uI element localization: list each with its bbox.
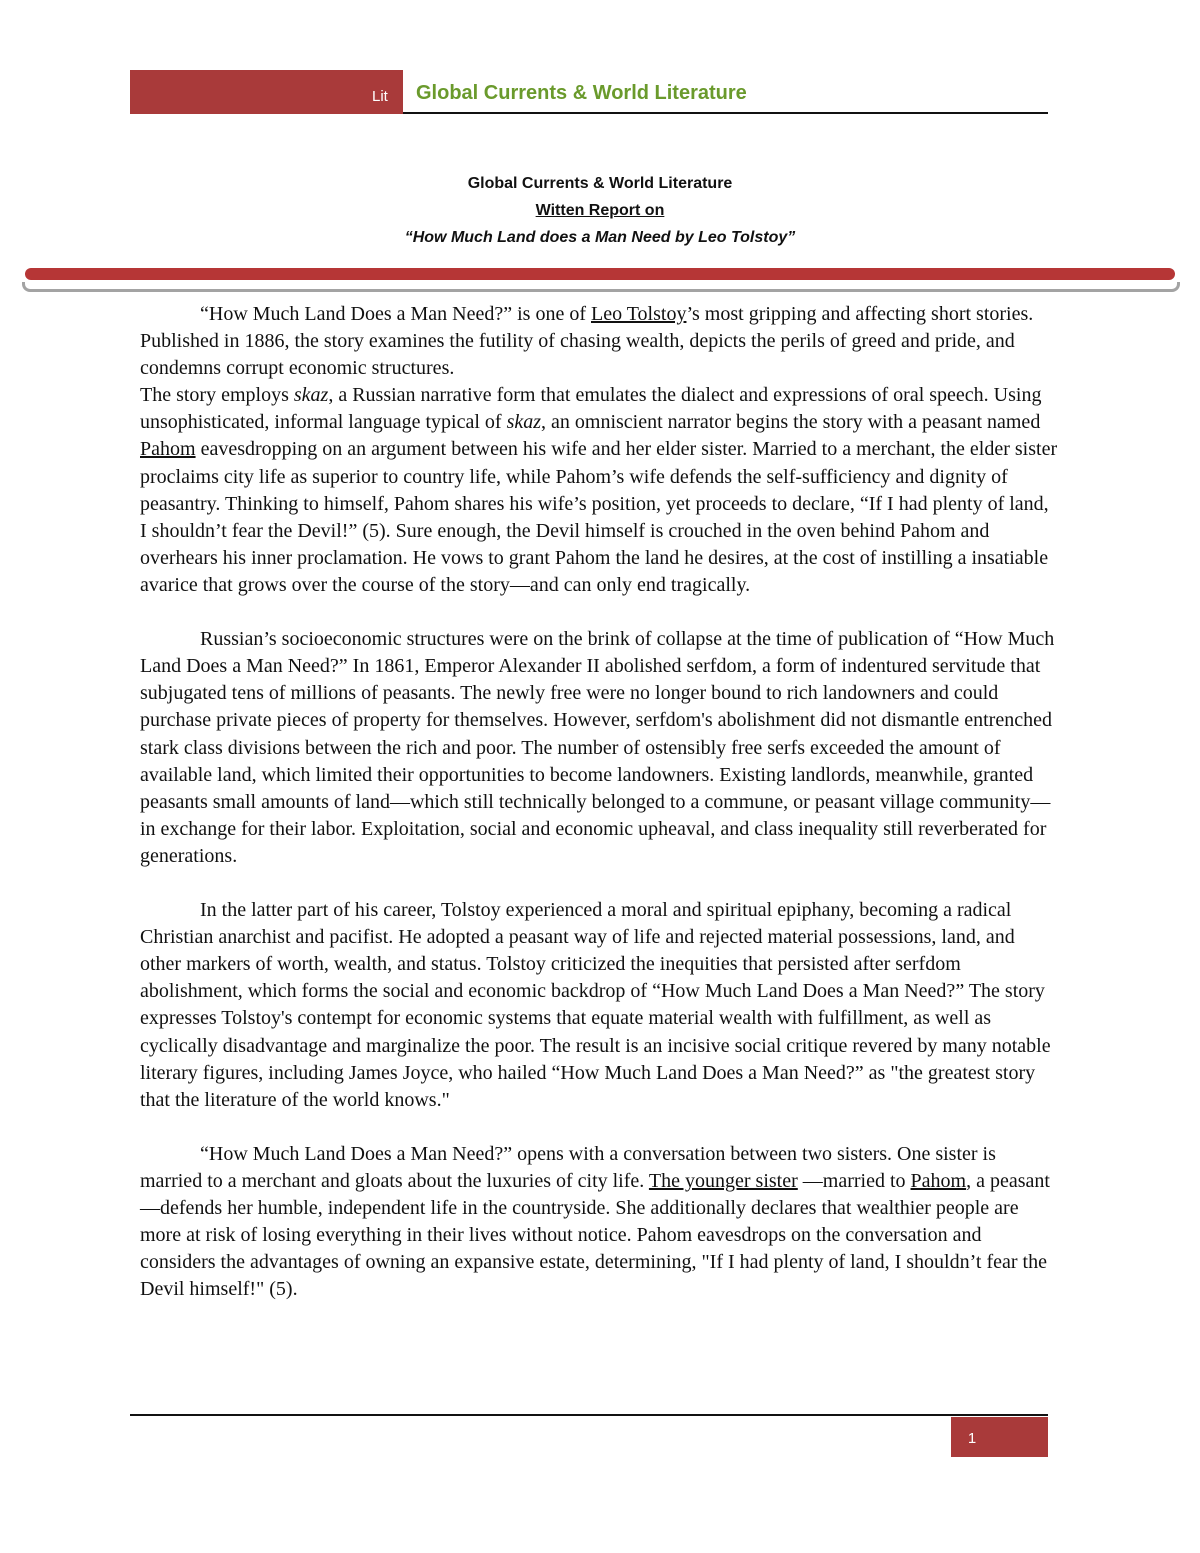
- title-divider-shadow: [22, 282, 1180, 292]
- paragraph-2-text: The story employs: [140, 384, 294, 407]
- paragraph-4: In the latter part of his career, Tolstoy experienced a moral and spiritual epiphany, becoming a radical Christian anarchist and pacifist. He adopted a peasant way of life and rejected material possessions, land, and other markers of worth, wealth, and status. Tolstoy criticized the inequities that persisted after serfdom abolishment, which forms the social and economic backdrop of “How Much Land Does a Man Need?” The story expresses Tolstoy's contempt for economic systems that equate material wealth with fulfillment, as well as cyclically disadvantage and marginalize the poor. The result is an incisive social critique revered by many notable literary figures, including James Joyce, who hailed “How Much Land Does a Man Need?” as "the greatest story that the literature of the world knows.": [140, 899, 1051, 1111]
- paragraph-5-text-c: , a peasant—defends her humble, independent life in the countryside. She additionally declares that wealthier people are more at risk of losing everything in their lives without notice. Pahom eavesdrops on the conversation and considers the advantages of owning an expansive estate, determining, "If I had plenty of land, I shouldn’t fear the Devil himself!" (5).: [140, 1170, 1050, 1301]
- paragraph-2-text-b: , a Russian narrative form that emulates the dialect and expressions of oral speech. Using unsophisticated, informal language typical of: [140, 384, 1042, 434]
- header-section-tag: Lit: [372, 88, 388, 105]
- header-band: [130, 70, 403, 114]
- link-pahom[interactable]: Pahom: [910, 1170, 967, 1192]
- header-rule: [403, 112, 1048, 114]
- header-course-title: Global Currents & World Literature: [416, 82, 747, 104]
- paragraph-2: [140, 382, 1060, 599]
- document-title: Global Currents & World Literature: [467, 175, 733, 192]
- link-pahom[interactable]: Pahom: [140, 438, 196, 461]
- paragraph-5-text-b: —married to: [797, 1170, 911, 1192]
- report-subject: “How Much Land does a Man Need by Leo Tolstoy”: [404, 229, 796, 246]
- paragraph-1: [140, 301, 1060, 382]
- report-label: Witten Report on: [535, 202, 665, 219]
- paragraph-1-text-cont: ’s most gripping and affecting short stories. Published in 1886, the story examines the futility of chasing wealth, depicts the perils of greed and pride, and condemns corrupt economic structures.: [140, 303, 1034, 380]
- page-number: 1: [967, 1430, 977, 1447]
- paragraph-2-text-c: , an omniscient narrator begins the story with a peasant named: [541, 411, 1041, 434]
- term-skaz: skaz: [293, 384, 329, 407]
- paragraph-2-text-d: eavesdropping on an argument between his wife and her elder sister. Married to a merchant, the elder sister proclaims city life as superior to country life, while Pahom’s wife defends the self-sufficiency and dignity of peasantry. Thinking to himself, Pahom shares his wife’s position, yet proceeds to declare, “If I had plenty of land, I shouldn’t fear the Devil!” (5). Sure enough, the Devil himself is crouched in the oven behind Pahom and overhears his inner proclamation. He vows to grant Pahom the land he desires, at the cost of instilling a insatiable avarice that grows over the course of the story—and can only end tragically.: [140, 438, 1058, 596]
- report-body: [140, 301, 1060, 1303]
- paragraph-5: [140, 1141, 1060, 1304]
- paragraph-5-text: “How Much Land Does a Man Need?” opens with a conversation between two sisters. One sister is married to a merchant and gloats about the luxuries of city life.: [140, 1142, 996, 1192]
- paragraph-1-text: “How Much Land Does a Man Need?” is one of: [200, 303, 591, 325]
- title-divider-bar: [25, 268, 1175, 280]
- title-block: [0, 170, 1200, 251]
- paragraph-3: Russian’s socioeconomic structures were on the brink of collapse at the time of publication of “How Much Land Does a Man Need?” In 1861, Emperor Alexander II abolished serfdom, a form of indentured servitude that subjugated tens of millions of peasants. The newly free were no longer bound to rich landowners and could purchase private pieces of property for themselves. However, serfdom's abolishment did not dismantle entrenched stark class divisions between the rich and poor. The number of ostensibly free serfs exceeded the amount of available land, which limited their opportunities to become landowners. Existing landlords, meanwhile, granted peasants small amounts of land—which still technically belonged to a commune, or peasant village community—in exchange for their labor. Exploitation, social and economic upheaval, and class inequality still reverberated for generations.: [140, 628, 1055, 867]
- footer-rule: [130, 1414, 1048, 1416]
- term-skaz: skaz: [506, 411, 542, 434]
- link-leo-tolstoy[interactable]: Leo Tolstoy: [591, 303, 687, 325]
- link-younger-sister[interactable]: The younger sister: [648, 1170, 798, 1192]
